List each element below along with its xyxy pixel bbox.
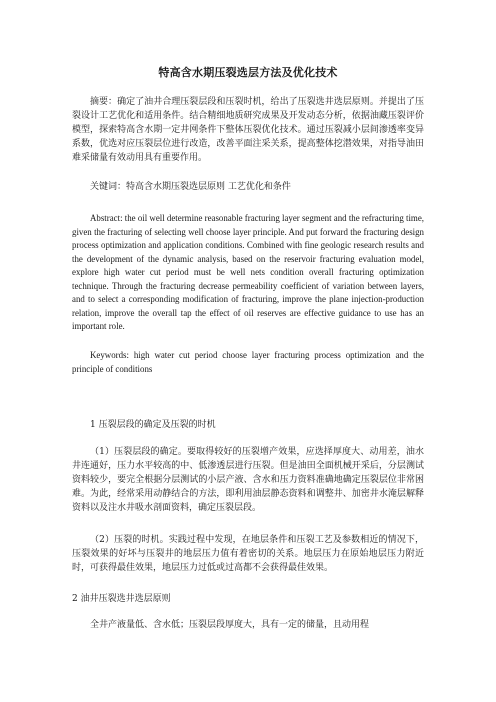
section1-heading: 1 压裂层段的确定及压裂的时机 (90, 420, 216, 430)
section1-heading-block (72, 418, 424, 432)
section2-para1-block (72, 618, 424, 632)
document-title: 特高含水期压裂选层方法及优化技术 (158, 66, 338, 79)
section1-para2-block (72, 533, 424, 575)
abstract-cn-block (72, 95, 424, 165)
section2-heading: 2 油井压裂选井选层原则 (72, 594, 171, 604)
abstract-en: Abstract: the oil well determine reasonable fracturing layer segment and the refracturing time, given the fracturing of selecting well choose layer principle. And put forward the fracturing design process optimization and application conditions. Combined with fine geologic research results and the development of the dynamic analysis, based on the reservoir fracturing evaluation model, explore high water cut period must be well nets condition overall fracturing optimization technique. Through the fracturing decrease permeability coefficient of variation between layers, and to select a corresponding modification of fracturing, improve the plane injection-production relation, improve the overall tap the effect of oil reserves are effective guidance to use has an important role. (72, 213, 424, 331)
section2-heading-block (72, 592, 424, 606)
keywords-en: Keywords: high water cut period choose layer fracturing process optimization and the principle of conditions (72, 350, 424, 374)
abstract-en-block (72, 212, 424, 334)
keywords-cn: 关键词：特高含水期压裂选层原则 工艺优化和条件 (90, 182, 291, 192)
keywords-cn-block (72, 180, 424, 194)
section1-para1-block (72, 445, 424, 515)
section1-para2: （2）压裂的时机。实践过程中发现，在地层条件和压裂工艺及参数相近的情况下，压裂效果的好坏与压裂井的地层压力值有着密切的关系。地层压力在原始地层压力附近时，可获得最佳效果，地层压力过低或过高都不会获得最佳效果。 (72, 535, 424, 573)
section1-para1: （1）压裂层段的确定。要取得较好的压裂增产效果，应选择厚度大、动用差，油水井连通好，压力水平较高的中、低渗透层进行压裂。但是油田全面机械开采后，分层测试资料较少，要完全根据分层测试的小层产液、含水和压力资料准确地确定压裂层位非常困难。为此，经常采用动静结合的方法，即利用油层静态资料和调整井、加密井水淹层解释资料以及注水井吸水剖面资料，确定压裂层段。 (72, 447, 424, 513)
section2-para1: 全井产液量低、含水低；压裂层段厚度大，具有一定的储量，且动用程 (90, 620, 370, 630)
keywords-en-block (72, 349, 424, 376)
abstract-cn: 摘要：确定了油井合理压裂层段和压裂时机，给出了压裂选井选层原则。并提出了压裂设计工艺优化和适用条件。结合精细地质研究成果及开发动态分析，依据油藏压裂评价模型，探索特高含水期一定井网条件下整体压裂优化技术。通过压裂减小层间渗透率变异系数，优选对应压裂层位进行改造，改善平面注采关系，提高整体挖潜效果，对指导油田难采储量有效动用具有重要作用。 (72, 97, 424, 163)
